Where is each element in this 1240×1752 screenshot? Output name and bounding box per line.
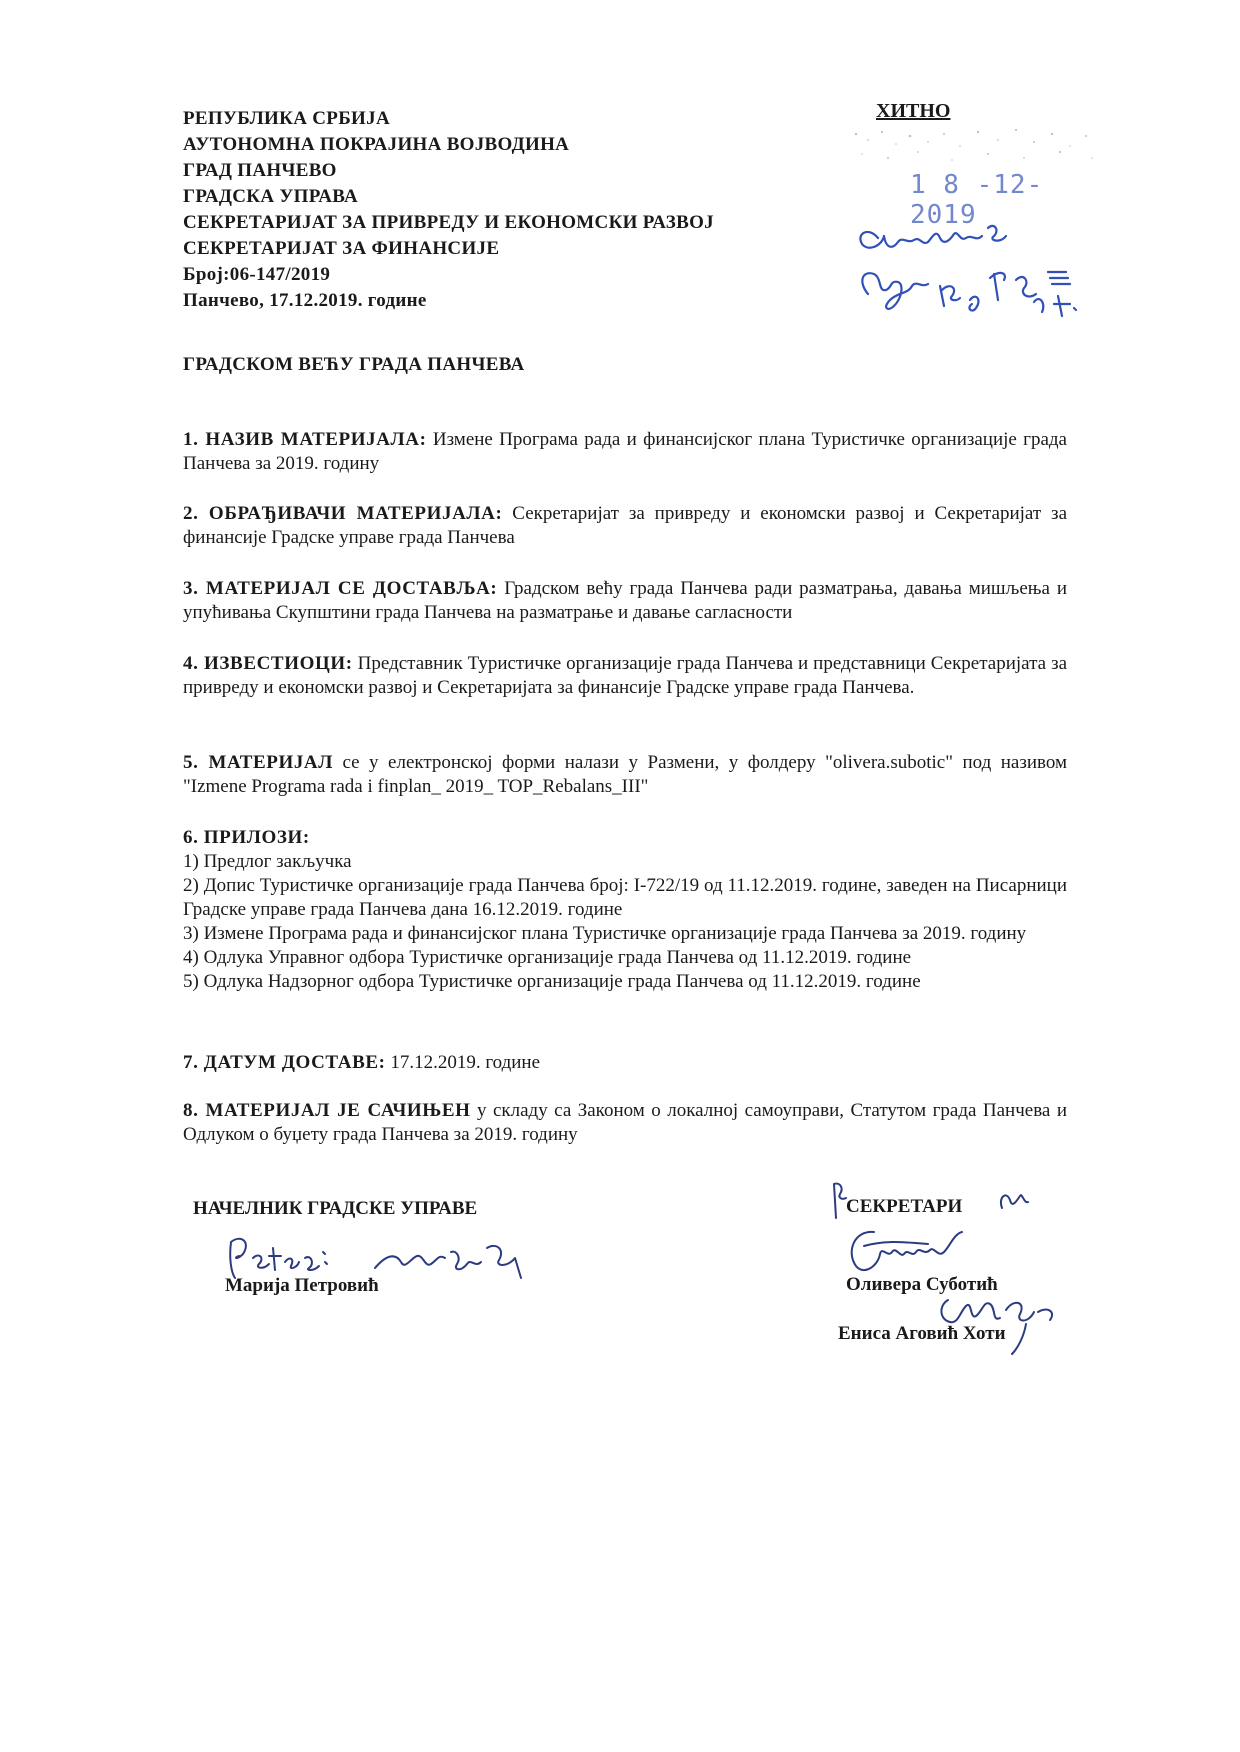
letterhead-line: ГРАД ПАНЧЕВО — [183, 160, 337, 181]
addressee: ГРАДСКОМ ВЕЋУ ГРАДА ПАНЧЕВА — [183, 354, 525, 375]
item-text: Секретаријат за привреду и економски развој и Секретаријат за финансије Градске управе града Панчева — [183, 503, 1067, 548]
handwritten-signature-subotic — [844, 1222, 1004, 1282]
letterhead — [183, 106, 714, 314]
reference-number: Број:06-147/2019 — [183, 264, 331, 285]
received-stamp — [848, 122, 1098, 332]
attachment-item: 5) Одлука Надзорног одбора Туристичке организације града Панчева од 11.12.2019. године — [183, 971, 921, 992]
attachment-item: 1) Предлог закључка — [183, 851, 352, 872]
attachment-item: 3) Измене Програма рада и финансијског плана Туристичке организације града Панчева за 2019. годину — [183, 923, 1027, 944]
urgent-label: ХИТНО — [876, 100, 951, 122]
signatory-title-left: НАЧЕЛНИК ГРАДСКЕ УПРАВЕ — [193, 1198, 478, 1219]
item-text: Представник Туристичке организације града Панчева и представници Секретаријата за привреду и економски развој и Секретаријата за финансије Градске управе града Панчева. — [183, 653, 1068, 698]
letterhead-line: АУТОНОМНА ПОКРАЈИНА ВОЈВОДИНА — [183, 134, 570, 155]
item-label: 1. НАЗИВ МАТЕРИЈАЛА: — [183, 429, 427, 450]
attachments-title: 6. ПРИЛОЗИ: — [183, 827, 310, 848]
item-text: 17.12.2019. године — [385, 1052, 541, 1073]
item-label: 2. ОБРАЂИВАЧИ МАТЕРИЈАЛА: — [183, 503, 503, 524]
item-text: Градском већу града Панчева ради разматрања, давања мишљења и упућивања Скупштини града Панчева на разматрање и давање сагласности — [183, 578, 1068, 623]
item-delivery-date — [183, 1051, 1067, 1075]
item-label: 7. ДАТУМ ДОСТАВЕ: — [183, 1052, 386, 1073]
item-material-title — [183, 428, 1067, 476]
item-text: се у електронској форми налази у Размени, у фолдеру "olivera.subotic" под називом "Izmene Programa rada i finplan_ 2019_ TOP_Rebalans_III" — [183, 752, 1067, 797]
item-electronic-form — [183, 751, 1067, 799]
letterhead-line: СЕКРЕТАРИЈАТ ЗА ФИНАНСИЈЕ — [183, 238, 500, 259]
stamp-date: 1 8 -12- 2019 — [910, 170, 1044, 230]
signatory-name-right-1: Оливера Суботић — [846, 1274, 998, 1295]
item-label: 5. МАТЕРИЈАЛ — [183, 752, 334, 773]
signatory-name-left: Марија Петровић — [225, 1275, 379, 1296]
letterhead-line: ГРАДСКА УПРАВА — [183, 186, 359, 207]
item-label: 4. ИЗВЕСТИОЦИ: — [183, 653, 353, 674]
document-date: Панчево, 17.12.2019. године — [183, 290, 427, 311]
item-processors — [183, 502, 1067, 550]
item-label: 8. МАТЕРИЈАЛ ЈЕ САЧИЊЕН — [183, 1100, 471, 1121]
signatory-name-right-2: Ениса Аговић Хоти — [838, 1323, 1006, 1344]
item-delivery — [183, 577, 1067, 625]
letterhead-line: СЕКРЕТАРИЈАТ ЗА ПРИВРЕДУ И ЕКОНОМСКИ РАЗВОЈ — [183, 212, 714, 233]
item-text: Измене Програма рада и финансијског плана Туристичке организације града Панчева за 2019. годину — [183, 429, 1067, 474]
signatory-title-right: СЕКРЕТАРИ — [846, 1196, 963, 1217]
item-text: у складу са Законом о локалној самоуправи, Статутом града Панчева и Одлуком о буџету града Панчева за 2019. годину — [183, 1100, 1067, 1145]
attachment-item: 4) Одлука Управног одбора Туристичке организације града Панчева од 11.12.2019. године — [183, 947, 912, 968]
attachments-section — [183, 826, 1067, 994]
item-compliance — [183, 1099, 1067, 1147]
letterhead-line: РЕПУБЛИКА СРБИЈА — [183, 108, 390, 129]
attachment-item: 2) Допис Туристичке организације града Панчева број: I-722/19 од 11.12.2019. године, заведен на Писарници Градске управе града Панчева дана 16.12.2019. године — [183, 875, 1067, 920]
item-rapporteurs — [183, 652, 1067, 700]
handwritten-note-signature — [848, 208, 1098, 328]
item-label: 3. МАТЕРИЈАЛ СЕ ДОСТАВЉА: — [183, 578, 498, 599]
